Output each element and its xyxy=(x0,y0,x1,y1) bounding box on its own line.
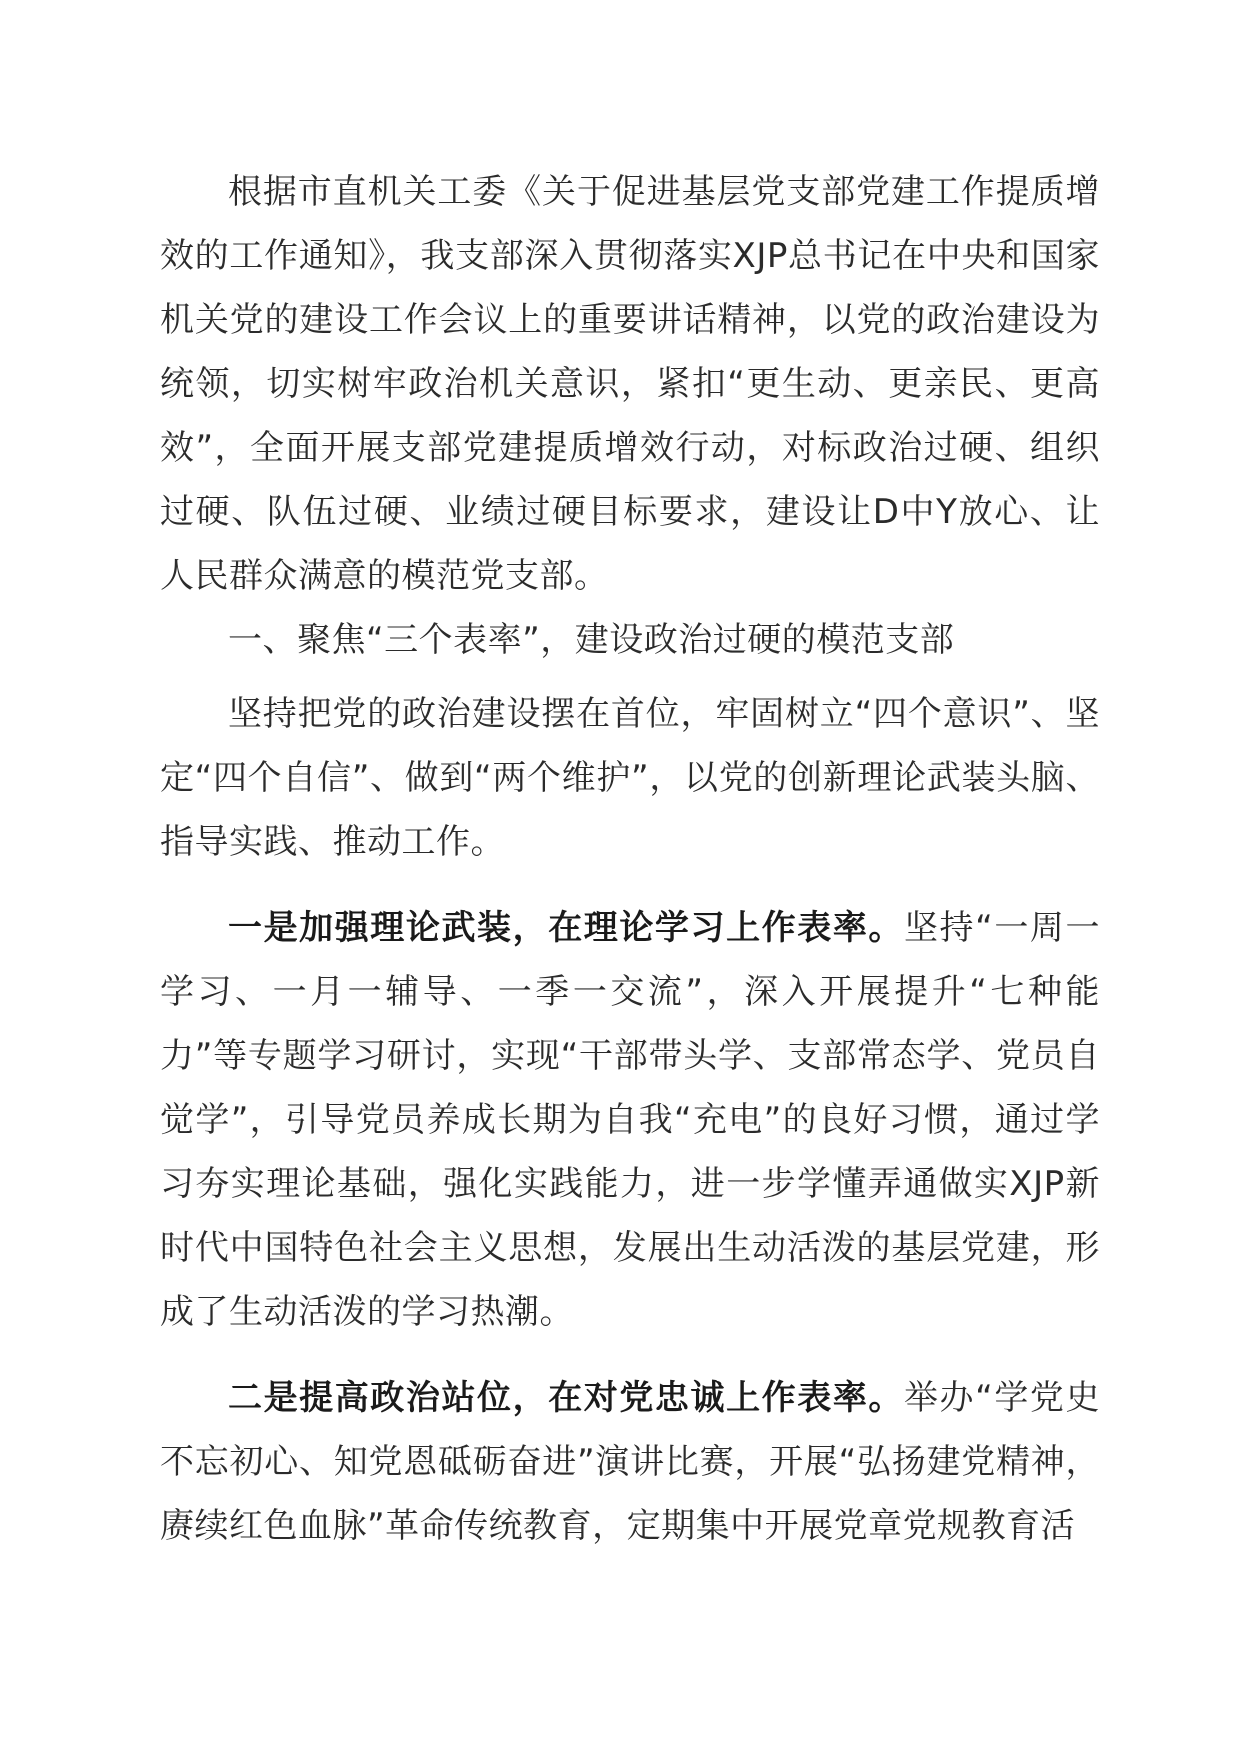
item-lead-2: 二是提高政治站位，在对党忠诚上作表率。 xyxy=(228,1378,904,1418)
intro-paragraph: 根据市直机关工委《关于促进基层党支部党建工作提质增效的工作通知》，我支部深入贯彻落实XJP总书记在中央和国家机关党的建设工作会议上的重要讲话精神，以党的政治建设为统领，切实树牢政治机关意识，紧扣“更生动、更亲民、更高效”，全面开展支部党建提质增效行动，对标政治过硬、组织过硬、队伍过硬、业绩过硬目标要求，建设让D中Y放心、让人民群众满意的模范党支部。 xyxy=(160,172,1100,596)
item-paragraph-1 xyxy=(160,896,1100,1344)
section-heading: 一、聚焦“三个表率”，建设政治过硬的模范支部 xyxy=(228,620,955,660)
document-page xyxy=(160,160,1100,1558)
item-paragraph-2 xyxy=(160,1366,1100,1558)
item-body-1: 坚持“一周一学习、一月一辅导、一季一交流”，深入开展提升“七种能力”等专题学习研讨，实现“干部带头学、支部常态学、党员自觉学”，引导党员养成长期为自我“充电”的良好习惯，通过学习夯实理论基础，强化实践能力，进一步学懂弄通做实XJP新时代中国特色社会主义思想，发展出生动活泼的基层党建，形成了生动活泼的学习热潮。 xyxy=(160,908,1100,1332)
item-body-2: 举办“学党史不忘初心、知党恩砥砺奋进”演讲比赛，开展“弘扬建党精神，赓续红色血脉”革命传统教育，定期集中开展党章党规教育活 xyxy=(160,1378,1100,1546)
section-intro-paragraph: 坚持把党的政治建设摆在首位，牢固树立“四个意识”、坚定“四个自信”、做到“两个维护”，以党的创新理论武装头脑、指导实践、推动工作。 xyxy=(160,694,1100,862)
item-lead-1: 一是加强理论武装，在理论学习上作表率。 xyxy=(228,908,904,948)
